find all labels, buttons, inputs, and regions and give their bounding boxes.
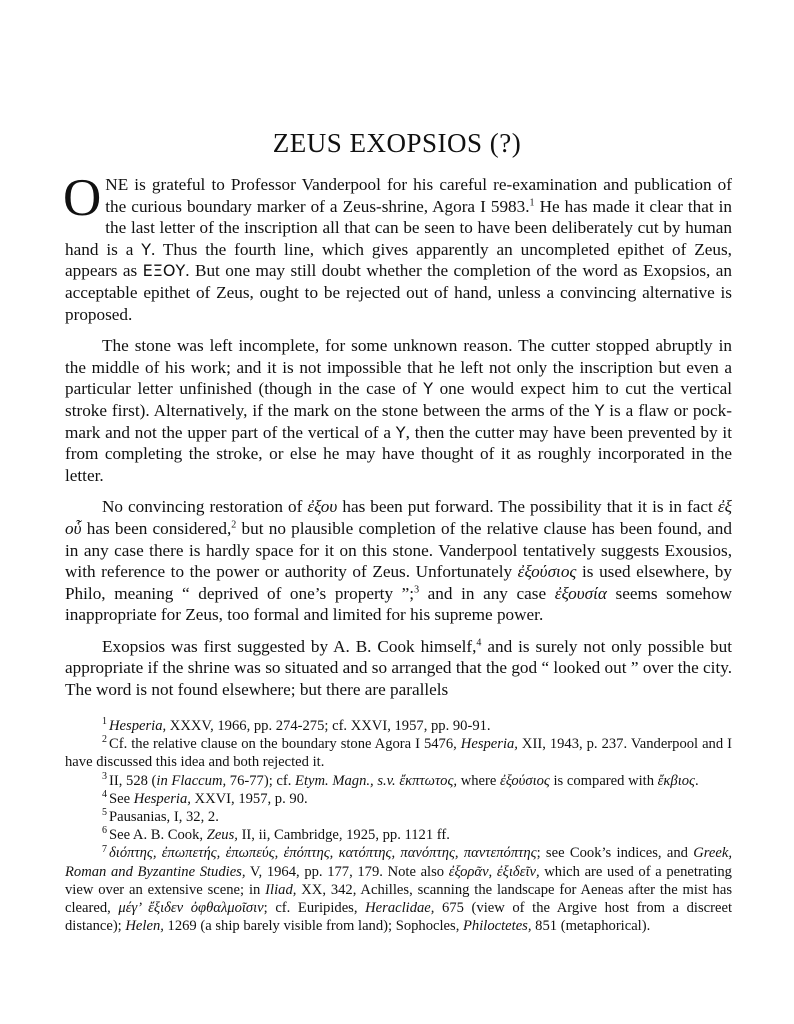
inscription-letter: Y — [141, 239, 152, 259]
inscription-letter: Y — [594, 400, 605, 420]
footnote-3: $^3$ II, 528 (in Flaccum, 76-77); cf. Etym. Magn., s.v. ἔκπτωτος, where ἐξούσιος is compared with ἔκβιος. — [102, 770, 699, 789]
drop-cap: O — [63, 169, 102, 227]
inscription-word: ΕΞΟΥ — [142, 261, 186, 281]
footnote-ref[interactable]: 4 — [476, 637, 482, 649]
greek-word: ἐξου — [307, 497, 338, 517]
paragraph-1: ONE is grateful to Professor Vanderpool for his careful re-examination and publication of the curious boundary marker of a Zeus-shrine, Agora I 5983.$^1$ He has made it clear that in the last letter of the inscription all that can be seen to have been deliberately cut by human hand is a Y. Thus the fourth line, which gives apparently an uncompleted epithet of Zeus, appears as ΕΞΟΥ. But one may still doubt whether the completion of the word as Exopsios, an acceptable epithet of Zeus, ought to be rejected out of hand, unless a convincing alternative is proposed. — [63, 169, 732, 324]
inscription-letter: Y — [423, 379, 433, 399]
footnote-7: $^7$ διόπτης, ἐπωπετής, ἐπωπεύς, ἐπόπτης, κατόπτης, πανόπτης, παντεπόπτης; see Cook’s indices, and Greek, Roman and Byzantine Studies, V, 1964, pp. 177, 179. Note also ἐξορᾶν, ἐξιδεῖν, which are used of a penetrating view over an extensive scene; in Iliad, XX, 342, Achilles, scanning the landscape for Aeneas after the mist has cleared, μέγ’ ἔξιδεν ὀφθαλμοῖσιν; cf. Euripides, Heraclidae, 675 (view of the Argive host from a discreet distance); Helen, 1269 (a ship barely visible from land); Sophocles, Philoctetes, 851 (metaphorical). — [65, 843, 733, 935]
footnote-4: $^4$ See Hesperia, XXVI, 1957, p. 90. — [102, 788, 308, 807]
greek-word: ἐξουσία — [554, 583, 607, 603]
footnotes — [65, 717, 732, 935]
footnote-ref[interactable]: 2 — [231, 519, 237, 531]
greek-word: ἐξούσιος — [517, 562, 577, 582]
page-title: ZEUS EXOPSIOS (?) — [272, 128, 522, 158]
paragraph-2: The stone was left incomplete, for some unknown reason. The cutter stopped abruptly in the middle of his work; and it is not impossible that he left not only the inscription but even a particular letter unfinished (though in the case of Y one would expect him to cut the vertical stroke first). Alternatively, if the mark on the stone between the arms of the Y is a flaw or pock-mark and not the upper part of the vertical of a Y, then the cutter may have been prevented by it from completing the stroke, or else he may have thought of it as roughly incorporated in the letter. — [65, 336, 732, 485]
footnote-2: $^2$ Cf. the relative clause on the boundary stone Agora I 5476, Hesperia, XII, 1943, p. 237. Vanderpool and I have discussed this idea and both rejected it. — [65, 734, 732, 771]
article-body — [63, 169, 733, 711]
greek-word: ἐξ οὗ — [65, 497, 732, 538]
footnote-6: $^6$ See A. B. Cook, Zeus, II, ii, Cambridge, 1925, pp. 1121 ff. — [102, 825, 450, 844]
footnote-1: $^1$ Hesperia, XXXV, 1966, pp. 274-275; cf. XXVI, 1957, pp. 90-91. — [102, 716, 491, 734]
footnote-5: $^5$ Pausanias, I, 32, 2. — [102, 807, 219, 826]
paragraph-4: Exopsios was first suggested by A. B. Cook himself,$^4$ and is surely not only possible but appropriate if the shrine was so situated and so arranged that the god “ looked out ” over the city. The word is not found elsewhere; but there are parallels — [65, 636, 732, 700]
inscription-letter: Y — [395, 422, 406, 442]
footnote-ref[interactable]: 3 — [414, 583, 420, 595]
footnote-ref[interactable]: 1 — [529, 196, 535, 208]
paragraph-3: No convincing restoration of ἐξου has been put forward. The possibility that it is in fact ἐξ οὗ has been considered,$^2$ but no plausible completion of the relative clause has been found, and in any case there is hardly space for it on this stone. Vanderpool tentatively suggests Exousios, with reference to the power or authority of Zeus. Unfortunately ἐξούσιος is used elsewhere, by Philo, meaning “ deprived of one’s property ”;$^3$ and in any case ἐξουσία seems somehow inappropriate for Zeus, too formal and limited for his supreme power. — [65, 497, 733, 625]
